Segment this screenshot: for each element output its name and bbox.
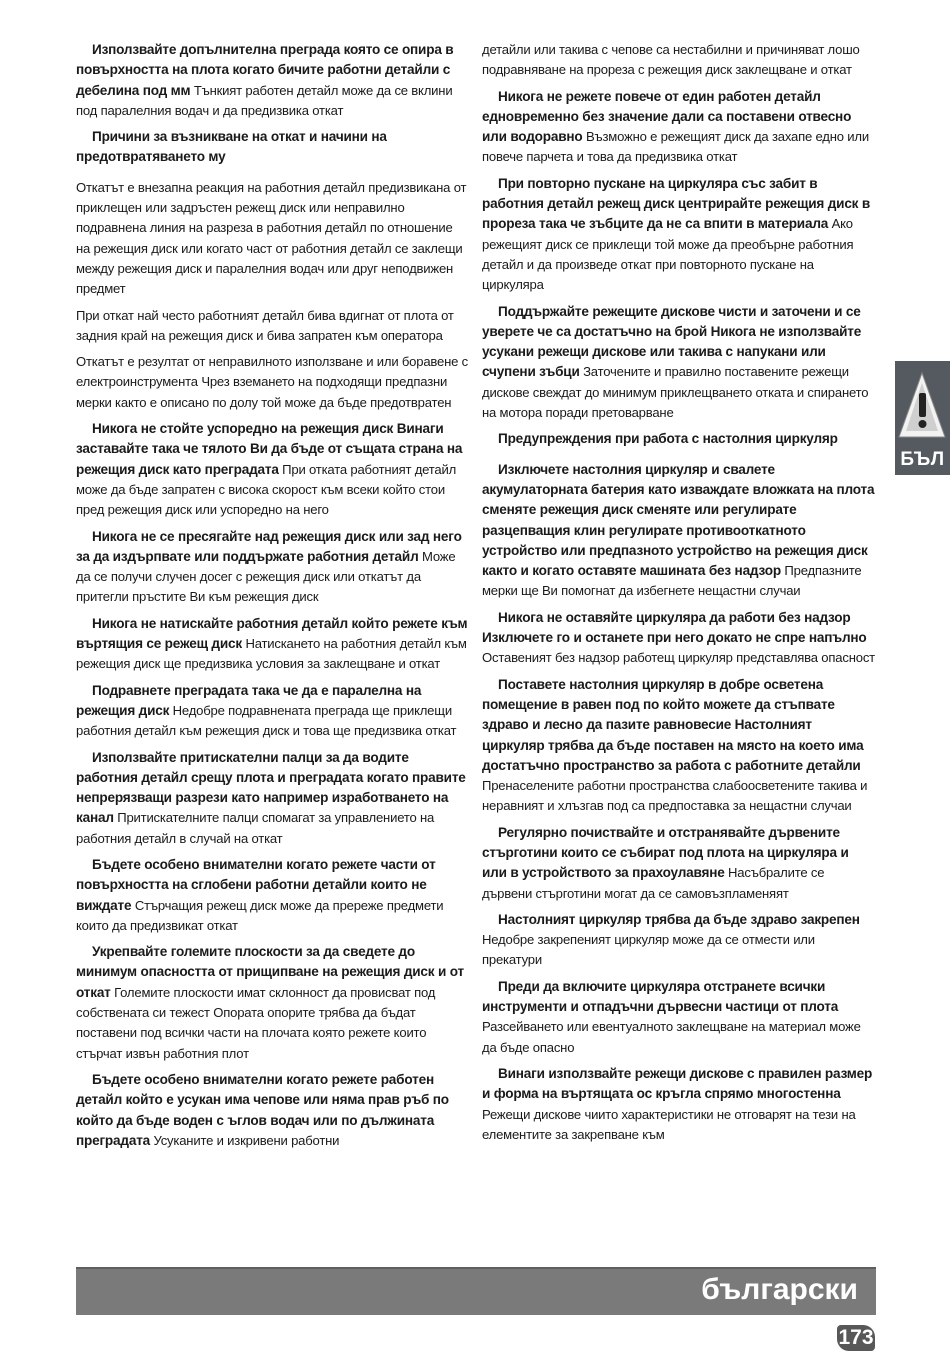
warning-bold-text: Укрепвайте големите плоскости за да сведете до минимум опасността от прищипване на режещия диск и от откат xyxy=(76,944,464,1000)
paragraph-text: Предпазните мерки ще Ви помогнат да избегнете нещастни случаи xyxy=(482,563,862,599)
warning-bold-text: Никога не стойте успоредно на режещия диск Винаги заставайте така че тялото Ви да бъде от същата страна на режещия диск като преградата xyxy=(76,421,463,477)
warning-bold-text: Никога не натискайте работния детайл който режете към въртящия се режещ диск xyxy=(76,615,468,652)
paragraph-text: Откатът е резултат от неправилното използване и или боравене с електроинструмента Чрез вземането на подходящи предпазни мерки както е описано по долу той може да бъде предотвратен xyxy=(76,354,469,410)
paragraph-text: Пренаселените работни пространства слабоосветените такива и неравният и хлъзгав под са предпоставка за нещастни случаи xyxy=(482,778,868,814)
warning-bold-text: При повторно пускане на циркуляра със забит в работния детайл режещ диск центрирайте режещия диск в прореза така че зъбците да не са впити в материала xyxy=(482,175,871,232)
paragraph-text: Недобре подравнената преграда ще приклещи работния детайл към режещия диск и това ще предизвика откат xyxy=(76,702,457,739)
paragraph xyxy=(76,855,470,936)
paragraph-text: Възможно е режещият диск да захапе едно или повече парчета и това да предизвика откат xyxy=(482,129,869,165)
paragraph-text: Стърчащия режещ диск може да пререже предмети които да предизвикат откат xyxy=(76,897,444,933)
paragraph-text: При откат най често работният детайл бива вдигнат от плота от задния край на режещия диск и бива запратен към оператора xyxy=(76,307,454,343)
paragraph-text: Насъбралите се дървени стърготини могат да се самовъзпламеняят xyxy=(482,865,825,901)
paragraph-text: Откатът е внезапна реакция на работния детайл предизвикана от приклещен или задръстен режещ диск или неправилно подравнена линия на разреза в работния детайл по отношение на режещия диск или когато част от работния детайл се заклещи между режещия диск и паралелния водач или друг неподвижен предмет xyxy=(76,179,467,297)
paragraph xyxy=(76,352,470,413)
language-tab-label: БЪЛ xyxy=(900,449,945,470)
warning-triangle-icon xyxy=(897,363,948,445)
warning-bold-text: Изключете настолния циркуляр и свалете акумулаторната батерия като изваждате вложката на плота сменяте режещия диск сменяте или регулирате разцепващия клин регулирате противооткатното устройство или предпазното устройство на режещия диск както и когато оставяте машината без надзор xyxy=(482,461,875,579)
paragraph xyxy=(482,823,875,904)
warning-bold-text: Никога не режете повече от един работен детайл едновременно без значение дали са поставени отвесно или водоравно xyxy=(482,88,852,145)
warning-bold-text: Никога не се пресягайте над режещия диск или зад него за да издърпвате или поддържате работния детайл xyxy=(76,528,462,564)
footer-language-bar xyxy=(76,1267,876,1315)
paragraph-text: Ако режещият диск се приклещи той може да преобърне работния детайл и да произведе откат при повторното пускане на циркуляра xyxy=(482,216,854,293)
warning-bold-text: Подравнете преградата така че да е паралелна на режещия диск xyxy=(76,682,422,718)
paragraph xyxy=(482,608,875,669)
paragraph xyxy=(482,174,875,296)
warning-bold-text: Използвайте притискателни палци за да водите работния детайл срещу плота и преградата когато правите непрерязващи разрези като например изработването на канал xyxy=(76,749,466,826)
paragraph xyxy=(76,1070,470,1151)
right-column xyxy=(482,40,875,1151)
paragraph-text: детайли или такива с чепове са нестабилни и причиняват лошо подравняване на прореза с режещия диск заклещване и откат xyxy=(482,42,860,78)
warning-bold-text: Бъдете особено внимателни когато режете части от повърхността на сглобени работни детайли които не виждате xyxy=(76,856,436,913)
paragraph xyxy=(482,40,875,81)
paragraph xyxy=(482,675,875,817)
language-tab xyxy=(895,361,950,475)
paragraph xyxy=(482,977,875,1058)
paragraph xyxy=(76,178,470,300)
paragraph xyxy=(76,748,470,849)
paragraph xyxy=(76,527,470,608)
warning-bold-text: Бъдете особено внимателни когато режете работен детайл който е усукан има чепове или няма прав ръб по който да бъде воден с ъглов водач или по дължината преградата xyxy=(76,1071,449,1148)
paragraph xyxy=(482,1064,875,1145)
footer-language-label: български xyxy=(701,1273,858,1306)
paragraph xyxy=(76,306,470,347)
warning-bold-text: Поставете настолния циркуляр в добре осветена помещение в равен под по който можете да стъпвате здраво и лесно да пазите равновесие Настолният циркуляр трябва да бъде поставен на място на което има достатъчно пространство за работа с работните детайли xyxy=(482,676,864,773)
paragraph-text: Разсейването или евентуалното заклещване на материал може да бъде опасно xyxy=(482,1019,861,1055)
paragraph-text: Притискателните палци спомагат за управлението на работния детайл в случай на откат xyxy=(76,810,435,846)
paragraph-text: Може да се получи случен досег с режещия диск или откатът да притегли пръстите Ви към режещия диск xyxy=(76,548,456,605)
paragraph xyxy=(482,87,875,168)
warning-bold-text: Никога не оставяйте циркуляра да работи без надзор Изключете го и останете при него докато не спре напълно xyxy=(482,609,867,646)
paragraph-text: Усуканите и изкривени работни xyxy=(153,1132,340,1148)
warning-bold-text: Използвайте допълнителна преграда която се опира в повърхността на плота когато бичите работни детайли с дебелина под мм xyxy=(76,42,454,98)
paragraph xyxy=(76,942,470,1064)
warning-bold-text: Поддържайте режещите дискове чисти и заточени и се уверете че са достатъчно на брой Никога не използвайте усукани режещи дискове или такива с напукани или счупени зъбци xyxy=(482,303,862,380)
paragraph-text: Заточените и правилно поставените режещи дискове свеждат до минимум приклещването отката и спирането на мотора поради претоварване xyxy=(482,364,869,421)
section-heading: Причини за възникване на откат и начини на предотвратяването му xyxy=(76,129,387,165)
paragraph xyxy=(76,419,470,520)
paragraph xyxy=(76,40,470,121)
paragraph xyxy=(76,681,470,742)
page-number: 173 xyxy=(838,1326,874,1349)
warning-bold-text: Преди да включите циркуляра отстранете всички инструменти и отпадъчни дървесни частици от плота xyxy=(482,978,839,1015)
left-column xyxy=(76,40,470,1157)
warning-bold-text: Винаги използвайте режещи дискове с правилен размер и форма на въртящата ос кръгла спрямо многостенна xyxy=(482,1065,873,1102)
paragraph-text: Натискането на работния детайл към режещия диск ще предизвика условия за заклещване и откат xyxy=(76,636,467,672)
paragraph-text: Оставеният без надзор работещ циркуляр представлява опасност xyxy=(482,650,875,666)
paragraph xyxy=(482,302,875,424)
paragraph-text: При отката работният детайл може да бъде запратен с висока скорост към всеки който стои пред режещия диск или успоредно на него xyxy=(76,461,457,518)
paragraph xyxy=(482,460,875,602)
paragraph-text: Тънкият работен детайл може да се вклини под паралелния водач и да предизвика откат xyxy=(76,82,453,118)
paragraph-text: Недобре закрепеният циркуляр може да се отмести или прекатури xyxy=(482,932,815,968)
paragraph-text: Режещи дискове чиито характеристики не отговарят на тези на елементите за закрепване към xyxy=(482,1106,856,1142)
warning-bold-text: Регулярно почиствайте и отстранявайте дървените стърготини които се събират под плота на циркуляра и или в устройството за прахоулавяне xyxy=(482,824,849,881)
paragraph xyxy=(76,614,470,675)
paragraph-text: Големите плоскости имат склонност да провисват под собствената си тежест Опората опорите трябва да бъдат поставени под всички части на плочата която режете които стърчат извън работния плот xyxy=(76,984,436,1061)
paragraph xyxy=(482,910,875,971)
warning-bold-text: Настолният циркуляр трябва да бъде здраво закрепен xyxy=(498,911,860,927)
section-heading: Предупреждения при работа с настолния циркуляр xyxy=(498,431,838,447)
